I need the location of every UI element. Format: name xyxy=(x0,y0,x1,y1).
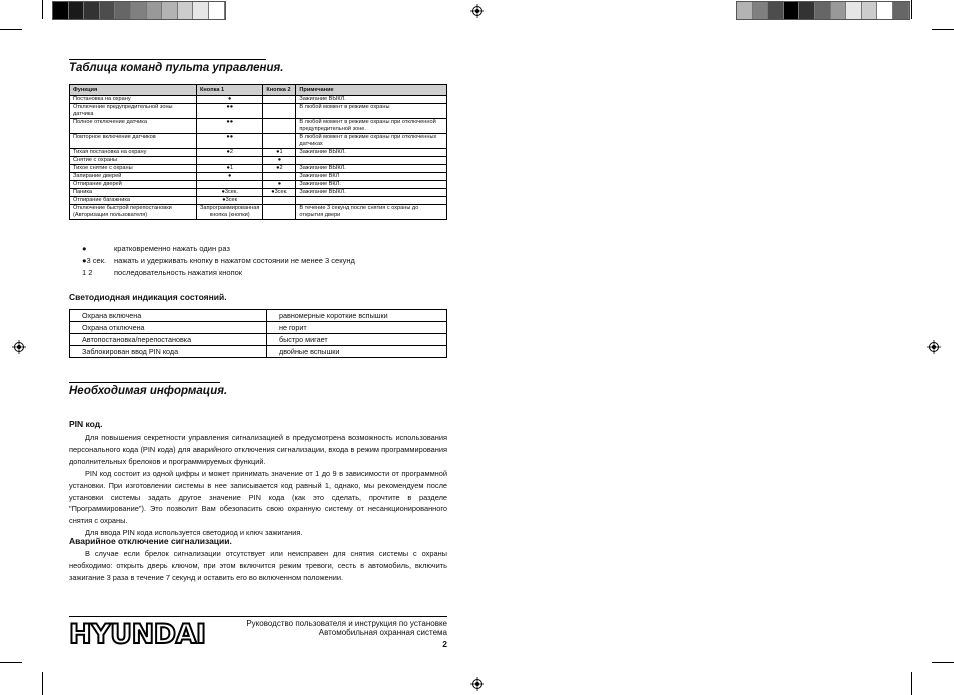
table-cell: Зажигание ВКЛ. xyxy=(296,180,447,188)
table-row xyxy=(70,196,447,204)
emergency-text xyxy=(69,548,447,584)
table-cell xyxy=(296,156,447,164)
registration-mark-icon xyxy=(470,677,484,691)
table-cell: не горит xyxy=(267,322,447,334)
column-header: Функция xyxy=(70,85,197,96)
color-swatch xyxy=(768,2,784,19)
table-cell: ● xyxy=(197,172,263,180)
color-swatch xyxy=(69,2,85,19)
section-title-commands: Таблица команд пульта управления. xyxy=(69,62,284,74)
legend-item xyxy=(82,268,355,280)
table-cell: ●3сек. xyxy=(197,188,263,196)
table-row xyxy=(70,310,447,322)
table-row xyxy=(70,172,447,180)
table-cell: Полное отключение датчика xyxy=(70,118,197,133)
legend-item xyxy=(82,256,355,268)
section-title-led: Светодиодная индикация состояний. xyxy=(69,292,227,302)
table-cell xyxy=(197,156,263,164)
registration-mark-icon xyxy=(927,340,941,354)
color-swatch xyxy=(737,2,753,19)
table-cell: В течение 3 секунд после снятия с охраны до открытия двери xyxy=(296,204,447,219)
paragraph: В случае если брелок сигнализации отсутствует или неисправен для снятия системы с охраны необходимо: открыть дверь ключом, при этом включится режим тревоги, сесть в автомобиль, включить зажигание 3 раза в течение 7 секунд и оставить его во включенном положении. xyxy=(69,549,447,582)
color-swatch xyxy=(831,2,847,19)
color-swatch xyxy=(53,2,69,19)
table-cell: Отпирание дверей xyxy=(70,180,197,188)
table-cell: Запрограммированная кнопка (кнопки) xyxy=(197,204,263,219)
table-cell: ● xyxy=(263,156,296,164)
table-cell xyxy=(263,96,296,104)
table-cell: ●3сек. xyxy=(263,188,296,196)
footer-line-2: Автомобильная охранная система xyxy=(318,628,447,637)
table-cell: ● xyxy=(197,96,263,104)
color-swatch xyxy=(100,2,116,19)
table-cell: Зажигание ВЫКЛ. xyxy=(296,96,447,104)
page-number: 2 xyxy=(442,639,447,649)
emergency-title: Аварийное отключение сигнализации. xyxy=(69,536,232,546)
table-cell: ●3сек xyxy=(197,196,263,204)
table-row xyxy=(70,188,447,196)
table-cell: Зажигание ВЫКЛ. xyxy=(296,188,447,196)
led-table-body xyxy=(70,310,447,358)
table-cell: ● xyxy=(263,180,296,188)
color-swatch xyxy=(131,2,147,19)
table-cell: В любой момент в режиме охраны при отключенных датчиках xyxy=(296,133,447,148)
table-cell: ●● xyxy=(197,103,263,118)
legend-key: 1 2 xyxy=(82,268,93,277)
table-cell: Паника xyxy=(70,188,197,196)
table-row xyxy=(70,164,447,172)
table-cell: ●● xyxy=(197,118,263,133)
color-swatch xyxy=(147,2,163,19)
table-cell: Зажигание ВКЛ xyxy=(296,172,447,180)
table-row xyxy=(70,322,447,334)
table-row xyxy=(70,204,447,219)
table-cell xyxy=(263,204,296,219)
table-cell: Автопостановка/перепостановка xyxy=(70,334,267,346)
table-row xyxy=(70,180,447,188)
table-cell xyxy=(263,196,296,204)
table-cell: Снятие с охраны xyxy=(70,156,197,164)
hyundai-logo: HYUNDAI xyxy=(69,619,206,650)
legend-item xyxy=(82,244,355,256)
column-header: Кнопка 2 xyxy=(263,85,296,96)
table-cell: Отключение предупредительной зоны датчика xyxy=(70,103,197,118)
table-cell xyxy=(296,196,447,204)
color-swatch xyxy=(115,2,131,19)
pin-text xyxy=(69,432,447,539)
table-row xyxy=(70,96,447,104)
table-cell: ●1 xyxy=(197,164,263,172)
command-table-body xyxy=(70,96,447,220)
table-row xyxy=(70,156,447,164)
table-cell: ●● xyxy=(197,133,263,148)
table-cell: Зажигание ВЫКЛ. xyxy=(296,164,447,172)
table-cell xyxy=(263,118,296,133)
table-cell: ●2 xyxy=(263,164,296,172)
table-cell: В любой момент в режиме охраны xyxy=(296,103,447,118)
legend-text: нажать и удерживать кнопку в нажатом состоянии не менее 3 секунд xyxy=(114,256,355,265)
table-row xyxy=(70,118,447,133)
title-rule xyxy=(69,59,266,60)
legend-key: ●3 сек. xyxy=(82,256,107,265)
pin-title: PIN код. xyxy=(69,419,103,429)
table-cell: Постановка на охрану xyxy=(70,96,197,104)
table-cell: ●2 xyxy=(197,148,263,156)
section-title-info: Необходимая информация. xyxy=(69,385,228,397)
color-swatch xyxy=(162,2,178,19)
table-cell: ●1 xyxy=(263,148,296,156)
table-cell: быстро мигает xyxy=(267,334,447,346)
table-cell xyxy=(263,103,296,118)
paragraph: Для повышения секретности управления сигнализацией в предусмотрена возможность использования персонального кода (PIN кода) для аварийного отключения сигнализации, входа в режим программирования дополнительных брелоков и программируемых функций. xyxy=(69,433,447,466)
table-cell xyxy=(263,133,296,148)
table-cell: В любой момент в режиме охраны при отключенной предупредительной зоне. xyxy=(296,118,447,133)
column-header: Примечание xyxy=(296,85,447,96)
table-cell: Запирание дверей xyxy=(70,172,197,180)
legend-text: кратковременно нажать один раз xyxy=(114,244,230,253)
table-cell xyxy=(197,180,263,188)
table-row xyxy=(70,346,447,358)
legend-text: последовательность нажатия кнопок xyxy=(114,268,243,277)
table-cell: Отключение быстрой перепостановки (Авторизация пользователя) xyxy=(70,204,197,219)
paragraph: Для ввода PIN кода используется светодиод и ключ зажигания. xyxy=(85,528,303,538)
color-bar-right xyxy=(736,1,910,20)
registration-mark-icon xyxy=(470,4,484,18)
command-table xyxy=(69,84,447,220)
color-swatch xyxy=(893,2,909,19)
color-swatch xyxy=(753,2,769,19)
color-bar-left xyxy=(52,1,226,20)
table-cell: Тихое снятие с охраны xyxy=(70,164,197,172)
table-cell: двойные вспышки xyxy=(267,346,447,358)
table-cell: Зажигание ВЫКЛ. xyxy=(296,148,447,156)
color-swatch xyxy=(784,2,800,19)
led-table xyxy=(69,309,447,358)
table-cell xyxy=(263,172,296,180)
footer-line-1: Руководство пользователя и инструкция по установке xyxy=(246,619,447,628)
legend-key: ● xyxy=(82,244,87,253)
table-row xyxy=(70,148,447,156)
table-cell: Охрана отключена xyxy=(70,322,267,334)
table-row xyxy=(70,133,447,148)
color-swatch xyxy=(209,2,225,19)
color-swatch xyxy=(877,2,893,19)
footer-rule xyxy=(69,616,447,617)
color-swatch xyxy=(84,2,100,19)
table-cell: Отпирание багажника xyxy=(70,196,197,204)
table-header-row xyxy=(70,85,447,96)
color-swatch xyxy=(178,2,194,19)
legend xyxy=(82,244,355,280)
table-cell: равномерные короткие вспышки xyxy=(267,310,447,322)
table-cell: Заблокирован ввод PIN кода xyxy=(70,346,267,358)
color-swatch xyxy=(799,2,815,19)
registration-mark-icon xyxy=(12,340,26,354)
color-swatch xyxy=(193,2,209,19)
column-header: Кнопка 1 xyxy=(197,85,263,96)
table-cell: Тихая постановка на охрану xyxy=(70,148,197,156)
table-cell: Повторное включение датчиков xyxy=(70,133,197,148)
color-swatch xyxy=(862,2,878,19)
table-cell: Охрана включена xyxy=(70,310,267,322)
color-swatch xyxy=(846,2,862,19)
paragraph: PIN код состоит из одной цифры и может принимать значение от 1 до 9 в зависимости от программной установки. При изготовлении системы в нее записывается код равный 1, однако, мы рекомендуем после установки системы задать другое значение PIN кода (как это сделать, прочтите в разделе "Программирование"). Это позволит Вам обезопасить свою охранную систему от несанкционированного снятия с охраны. xyxy=(69,468,447,526)
color-swatch xyxy=(815,2,831,19)
table-row xyxy=(70,334,447,346)
title-rule xyxy=(69,382,220,383)
table-row xyxy=(70,103,447,118)
